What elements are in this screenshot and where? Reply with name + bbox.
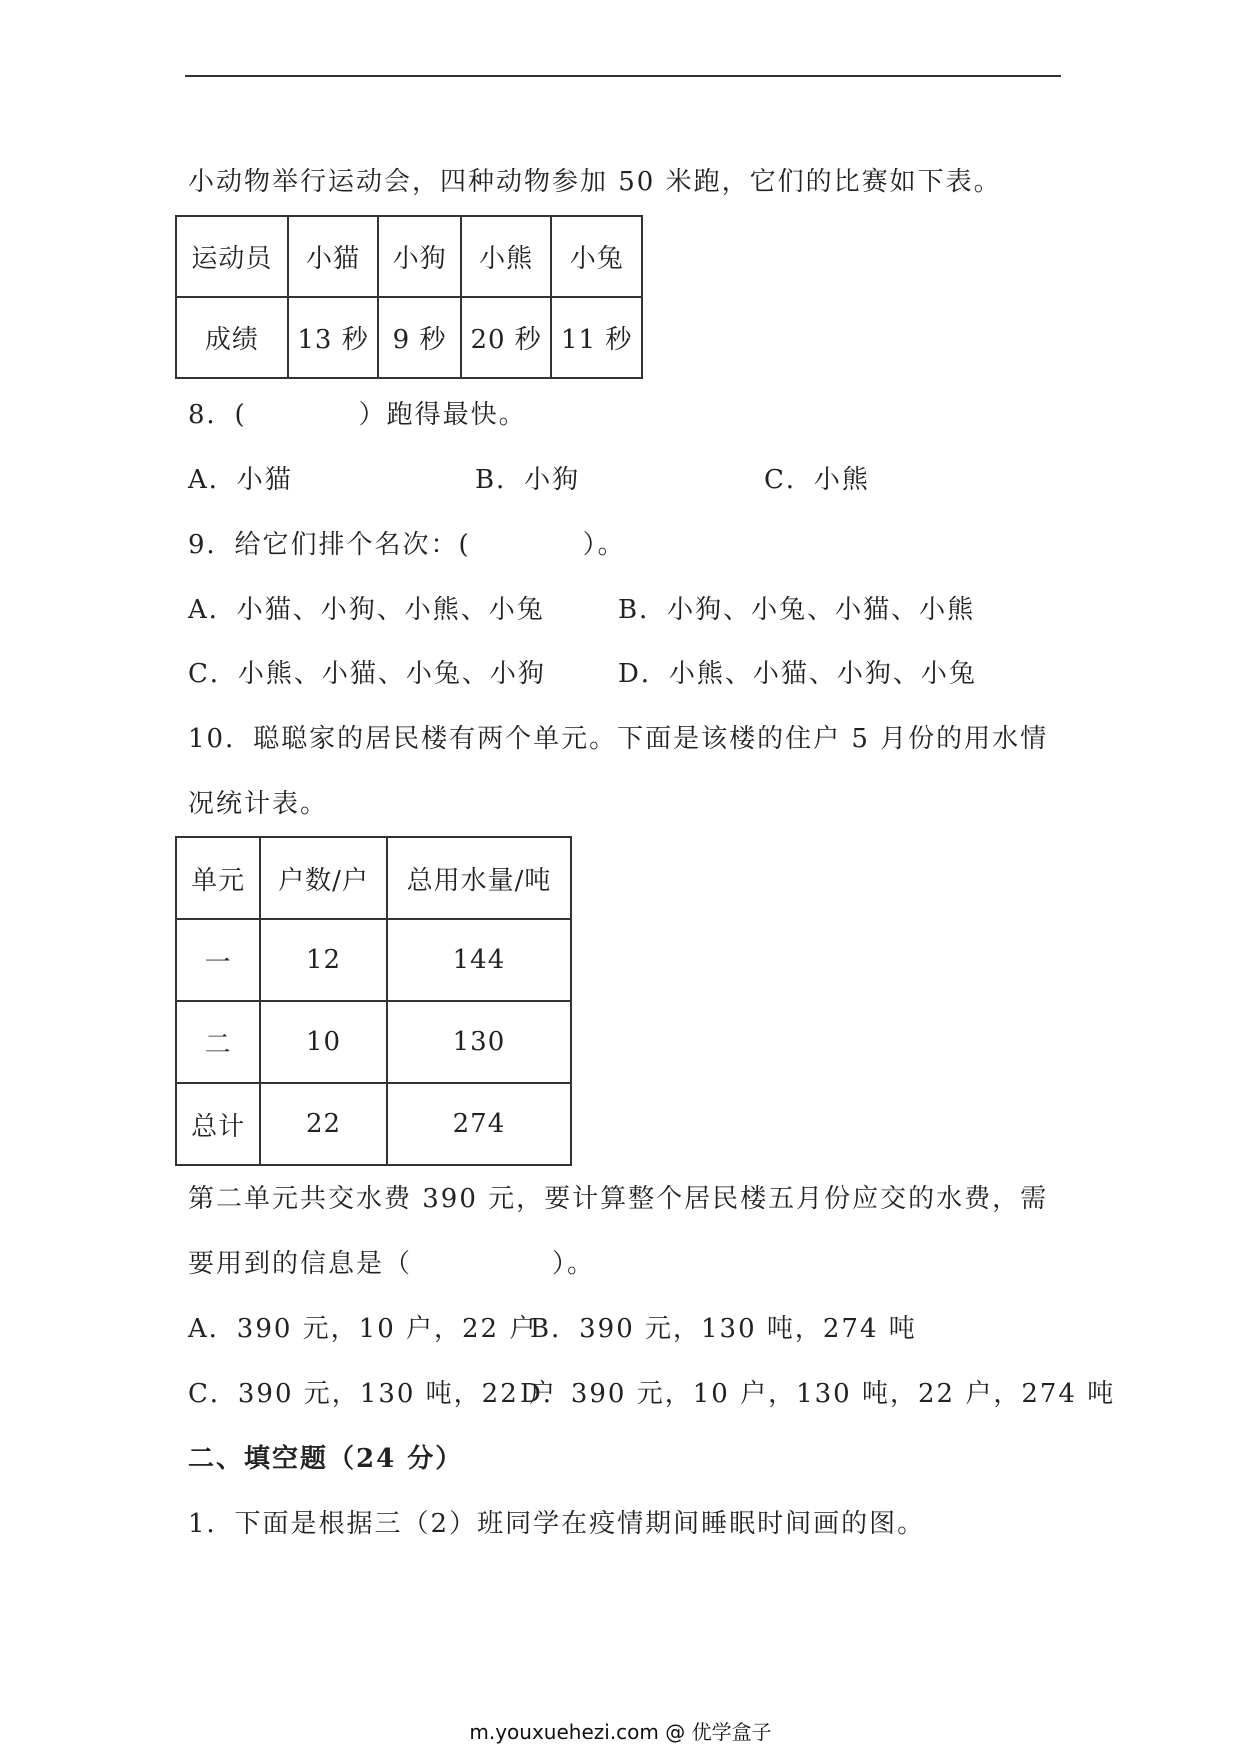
race-table bbox=[175, 215, 643, 379]
race-table-cell: 小兔 bbox=[551, 216, 642, 297]
race-table-cell: 13 秒 bbox=[288, 297, 379, 378]
header-rule bbox=[185, 75, 1061, 77]
race-table-cell: 11 秒 bbox=[551, 297, 642, 378]
q10-stem-line1: 10．聪聪家的居民楼有两个单元。下面是该楼的住户 5 月份的用水情 bbox=[188, 724, 1049, 754]
q9-option-a: A．小猫、小狗、小熊、小兔 bbox=[188, 595, 545, 625]
race-table-cell: 9 秒 bbox=[378, 297, 461, 378]
race-table-cell: 小狗 bbox=[378, 216, 461, 297]
race-table-cell: 小猫 bbox=[288, 216, 379, 297]
water-table-cell: 总用水量/吨 bbox=[387, 837, 571, 919]
q10-question-line2: 要用到的信息是（ ）。 bbox=[188, 1249, 596, 1279]
race-table-cell: 小熊 bbox=[461, 216, 552, 297]
water-table-cell: 274 bbox=[387, 1083, 571, 1165]
q10-option-d: D．390 元，10 户，130 吨，22 户，274 吨 bbox=[520, 1379, 1116, 1409]
q10-option-b: B．390 元，130 吨，274 吨 bbox=[530, 1314, 917, 1344]
q9-stem: 9．给它们排个名次：( ）。 bbox=[188, 530, 626, 560]
water-table-cell: 总计 bbox=[176, 1083, 260, 1165]
q8-option-c: C．小熊 bbox=[764, 465, 870, 495]
water-table-cell: 12 bbox=[260, 919, 387, 1001]
race-table-score-row bbox=[176, 297, 642, 378]
water-table-cell: 10 bbox=[260, 1001, 387, 1083]
footer-source: m.youxuehezi.com @ 优学盒子 bbox=[469, 1720, 772, 1744]
q8-option-a: A．小猫 bbox=[188, 465, 293, 495]
section2-q1: 1．下面是根据三（2）班同学在疫情期间睡眠时间画的图。 bbox=[188, 1509, 926, 1539]
water-table-row bbox=[176, 1001, 571, 1083]
water-table-cell: 单元 bbox=[176, 837, 260, 919]
q10-option-a: A．390 元，10 户，22 户 bbox=[188, 1314, 538, 1344]
water-table-cell: 一 bbox=[176, 919, 260, 1001]
race-table-cell: 20 秒 bbox=[461, 297, 552, 378]
race-table-cell: 运动员 bbox=[176, 216, 288, 297]
water-table-cell: 130 bbox=[387, 1001, 571, 1083]
section2-title: 二、填空题（24 分） bbox=[188, 1444, 464, 1474]
water-table-cell: 户数/户 bbox=[260, 837, 387, 919]
q10-question-line1: 第二单元共交水费 390 元，要计算整个居民楼五月份应交的水费，需 bbox=[188, 1184, 1049, 1214]
q8-stem: 8．( ）跑得最快。 bbox=[188, 400, 527, 430]
q9-option-c: C．小熊、小猫、小兔、小狗 bbox=[188, 659, 546, 689]
race-table-cell: 成绩 bbox=[176, 297, 288, 378]
water-table bbox=[175, 836, 572, 1166]
q9-option-d: D．小熊、小猫、小狗、小兔 bbox=[618, 659, 977, 689]
water-table-cell: 144 bbox=[387, 919, 571, 1001]
q8-option-b: B．小狗 bbox=[475, 465, 581, 495]
race-table-header-row bbox=[176, 216, 642, 297]
q10-option-c: C．390 元，130 吨，22 户 bbox=[188, 1379, 558, 1409]
water-table-header-row bbox=[176, 837, 571, 919]
water-table-row bbox=[176, 1083, 571, 1165]
water-table-row bbox=[176, 919, 571, 1001]
q10-stem-line2: 况统计表。 bbox=[188, 789, 329, 819]
intro-text: 小动物举行运动会，四种动物参加 50 米跑，它们的比赛如下表。 bbox=[188, 167, 1002, 197]
water-table-cell: 二 bbox=[176, 1001, 260, 1083]
water-table-cell: 22 bbox=[260, 1083, 387, 1165]
q9-option-b: B．小狗、小兔、小猫、小熊 bbox=[618, 595, 976, 625]
